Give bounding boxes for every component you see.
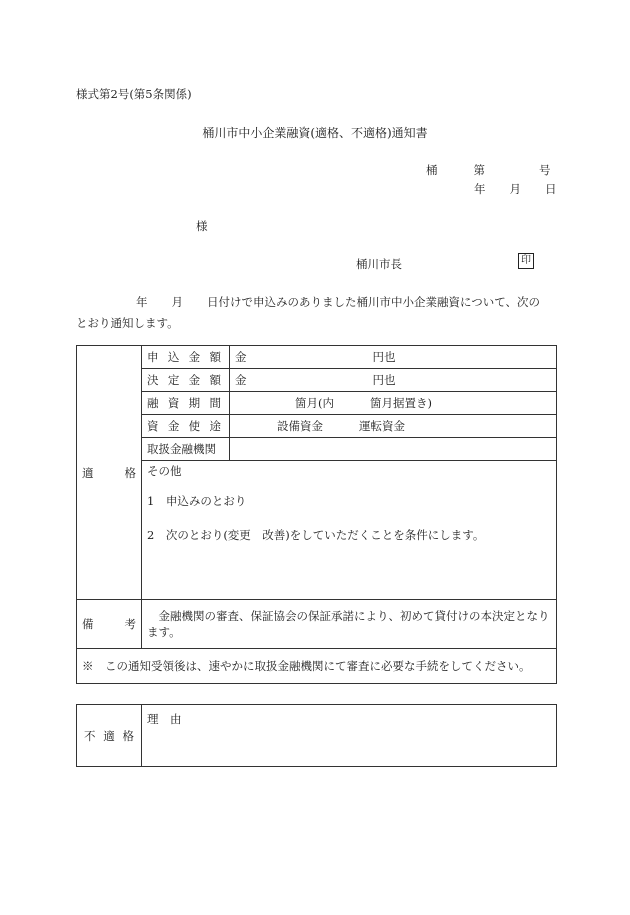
body-text-line2: とおり通知します。 [76, 316, 179, 330]
reason-label: 理 由 [147, 712, 182, 726]
row-label-loan-period: 融 資 期 間 [142, 392, 230, 415]
remarks-text: 金融機関の審査、保証協会の保証承諾により、初めて貸付けの本決定となります。 [142, 600, 557, 649]
form-number: 様式第2号(第5条関係) [76, 87, 192, 101]
financial-institution-value [230, 438, 557, 461]
seal-mark: 印 [518, 253, 534, 269]
approval-label: 適 格 [77, 346, 142, 600]
date-year: 年 [474, 182, 486, 196]
application-amount-value: 金 円也 [230, 346, 557, 369]
other-item-2: 2 次のとおり(変更 改善)をしていただくことを条件にします。 [147, 528, 485, 542]
reference-number [426, 162, 551, 178]
document-title: 桶川市中小企業融資(適格、不適格)通知書 [202, 126, 428, 140]
row-label-financial-institution: 取扱金融機関 [142, 438, 230, 461]
other-heading: その他 [147, 464, 182, 478]
loan-period-value: 箇月(内 箇月据置き) [230, 392, 557, 415]
rejection-table [76, 704, 557, 767]
body-month: 月 [171, 295, 183, 309]
body-year: 年 [136, 295, 148, 309]
rejection-label: 不 適 格 [77, 705, 142, 767]
row-label-application-amount: 申 込 金 額 [142, 346, 230, 369]
rejection-reason [142, 705, 557, 767]
notice-body [76, 292, 558, 334]
date-month: 月 [509, 182, 521, 196]
recipient-suffix: 様 [196, 219, 208, 233]
ref-dai: 第 [473, 163, 485, 177]
date-day: 日 [545, 182, 557, 196]
approval-table [76, 345, 557, 684]
other-item-1: 1 申込みのとおり [147, 494, 247, 508]
notice-text: ※ この通知受領後は、速やかに取扱金融機関にて審査に必要な手続をしてください。 [77, 649, 557, 684]
issuer-name: 桶川市長 [356, 257, 402, 271]
issue-date [474, 181, 557, 197]
remarks-label: 備 考 [77, 600, 142, 649]
ref-prefix: 桶 [426, 163, 438, 177]
row-label-fund-usage: 資 金 使 途 [142, 415, 230, 438]
decision-amount-value: 金 円也 [230, 369, 557, 392]
fund-usage-value: 設備資金 運転資金 [230, 415, 557, 438]
row-label-decision-amount: 決 定 金 額 [142, 369, 230, 392]
body-text-line1: 日付けで申込みのありました桶川市中小企業融資について、次の [207, 295, 541, 309]
ref-go: 号 [539, 163, 551, 177]
other-conditions [142, 461, 557, 600]
